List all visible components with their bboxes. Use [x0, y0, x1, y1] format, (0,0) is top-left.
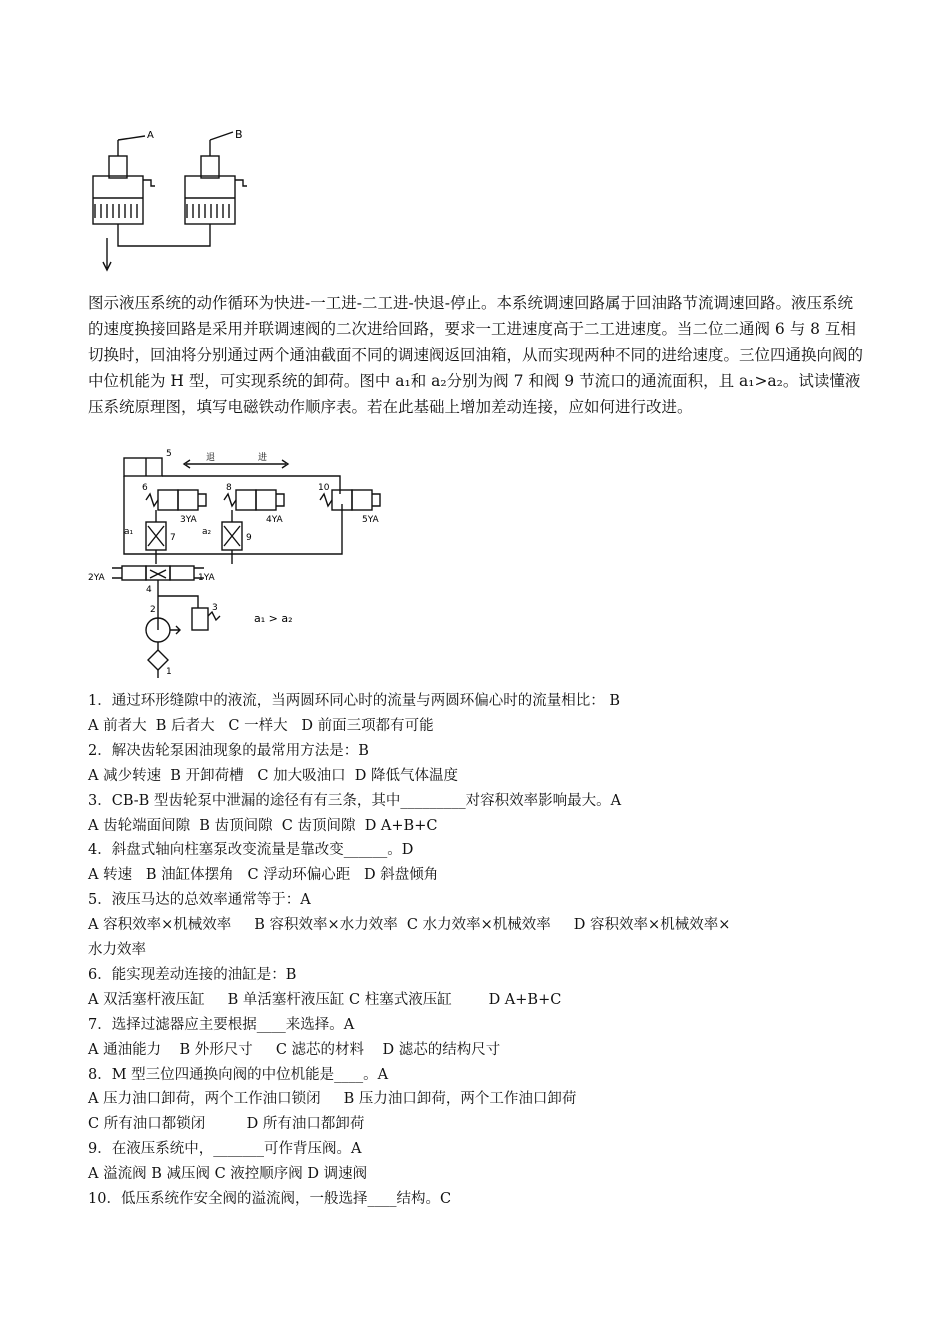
label-1: 1 [166, 667, 172, 677]
question-line: 7．选择过滤器应主要根据____来选择。A [88, 1016, 355, 1033]
label-9: 9 [246, 533, 252, 543]
question-line: A 齿轮端面间隙 B 齿顶间隙 C 齿顶间隙 D A+B+C [88, 817, 438, 834]
question-line: A 溢流阀 B 减压阀 C 液控顺序阀 D 调速阀 [88, 1166, 368, 1183]
label-8: 8 [226, 483, 232, 493]
valve-comparison-figure [85, 128, 255, 278]
question-line: A 前者大 B 后者大 C 一样大 D 前面三项都有可能 [88, 717, 434, 734]
question-line: A 双活塞杆液压缸 B 单活塞杆液压缸 C 柱塞式液压缸 D A+B+C [88, 991, 562, 1008]
label-2: 2 [150, 605, 156, 615]
question-line: A 容积效率×机械效率 B 容积效率×水力效率 C 水力效率×机械效率 D 容积效率×机械效率× [88, 917, 731, 934]
label-a2: a₂ [202, 527, 212, 537]
label-3: 3 [212, 603, 218, 613]
question-line: 6．能实现差动连接的油缸是：B [88, 966, 297, 983]
label-5ya: 5YA [362, 515, 379, 525]
label-a: A [147, 130, 154, 141]
label-1ya: 1YA [198, 573, 215, 583]
label-jin: 进 [258, 453, 268, 463]
filter-1 [148, 642, 168, 670]
problem-paragraph: 图示液压系统的动作循环为快进-一工进-二工进-快退-停止。本系统调速回路属于回油路节流调速回路。液压系统的速度换接回路是采用并联调速阀的二次进给回路，要求一工进速度高于二工进速度。当二位二通阀 6 与 8 互相切换时，回油将分别通过两个通油截面不同的调速阀返回油箱，从而实现两种不同的进给速度。三位四通换向阀的中位机能为 H 型，可实现系统的卸荷。图中 a₁和 a₂分别为阀 7 和阀 9 节流口的通流面积，且 a₁>a₂。试读懂液压系统原理图，填写电磁铁动作顺序表。若在此基础上增加差动连接，应如何进行改进。 [88, 294, 864, 416]
label-a1-gt-a2: a₁ > a₂ [254, 612, 293, 625]
question-line: 8．M 型三位四通换向阀的中位机能是____。A [88, 1066, 389, 1083]
label-7: 7 [170, 533, 176, 543]
relief-valve-3 [192, 608, 208, 630]
question-line: 4．斜盘式轴向柱塞泵改变流量是靠改变______。D [88, 842, 414, 859]
question-line: 1．通过环形缝隙中的液流，当两圆环同心时的流量与两圆环偏心时的流量相比： B [88, 693, 620, 709]
question-line: 3．CB-B 型齿轮泵中泄漏的途径有有三条，其中_________对容积效率影响最大。A [88, 792, 622, 809]
question-line: A 转速 B 油缸体摆角 C 浮动环偏心距 D 斜盘倾角 [88, 867, 439, 884]
label-a1: a₁ [124, 527, 134, 537]
label-6: 6 [142, 483, 148, 493]
label-5: 5 [166, 449, 172, 459]
question-line: 5．液压马达的总效率通常等于：A [88, 892, 311, 909]
label-4: 4 [146, 585, 152, 595]
label-4ya: 4YA [266, 515, 283, 525]
label-10: 10 [318, 483, 330, 493]
question-line: 水力效率 [88, 942, 146, 958]
valve-6 [158, 490, 178, 510]
cylinder-5 [124, 458, 162, 476]
question-line: A 压力油口卸荷，两个工作油口锁闭 B 压力油口卸荷，两个工作油口卸荷 [88, 1091, 577, 1108]
question-line: A 通油能力 B 外形尺寸 C 滤芯的材料 D 滤芯的结构尺寸 [88, 1041, 501, 1058]
question-line: C 所有油口都锁闭 D 所有油口都卸荷 [88, 1116, 365, 1133]
label-tui: 退 [206, 453, 216, 463]
question-line: 10．低压系统作安全阀的溢流阀，一般选择____结构。C [88, 1191, 452, 1207]
hydraulic-schematic [86, 446, 386, 680]
valve-4 [122, 566, 146, 580]
label-2ya: 2YA [88, 573, 105, 583]
question-line: A 减少转速 B 开卸荷槽 C 加大吸油口 D 降低气体温度 [88, 767, 459, 784]
question-line: 2．解决齿轮泵困油现象的最常用方法是：B [88, 742, 369, 759]
question-line: 9．在液压系统中，_______可作背压阀。A [88, 1141, 362, 1158]
label-3ya: 3YA [180, 515, 197, 525]
label-b: B [235, 128, 243, 141]
valve-8 [236, 490, 256, 510]
